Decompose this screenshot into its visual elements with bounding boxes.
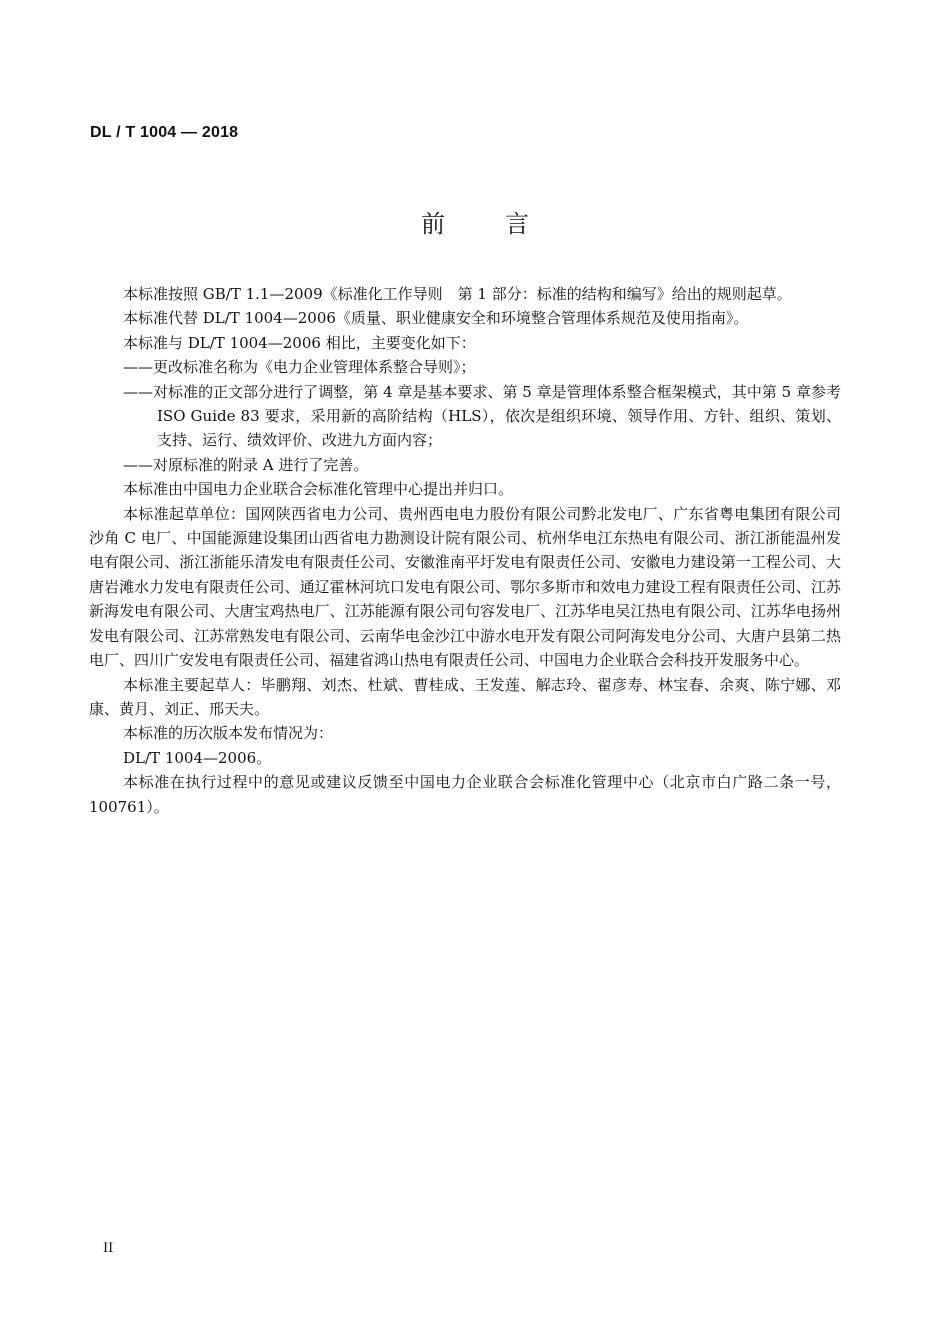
paragraph-changes-intro: 本标准与 DL/T 1004—2006 相比，主要变化如下： — [123, 333, 476, 352]
paragraph-feedback: 本标准在执行过程中的意见或建议反馈至中国电力企业联合会标准化管理中心（北京市白广路二条一号，100761）。 — [89, 773, 841, 816]
document-body — [89, 282, 841, 819]
change-item: ——更改标准名称为《电力企业管理体系整合导则》； — [123, 358, 476, 377]
page-title: 前言 — [421, 210, 589, 238]
paragraph-drafting-rules: 本标准按照 GB/T 1.1—2009《标准化工作导则 第 1 部分：标准的结构和编写》给出的规则起草。 — [123, 285, 792, 303]
paragraph-drafting-units: 本标准起草单位：国网陕西省电力公司、贵州西电电力股份有限公司黔北发电厂、广东省粤电集团有限公司沙角 C 电厂、中国能源建设集团山西省电力勘测设计院有限公司、杭州华电江东热电有限公司、浙江浙能温州发电有限公司、浙江浙能乐清发电有限责任公司、安徽淮南平圩发电有限责任公司、安徽电力建设第一工程公司、大唐岩滩水力发电有限责任公司、通辽霍林河坑口发电有限公司、鄂尔多斯市和效电力建设工程有限责任公司、江苏新海发电有限公司、大唐宝鸡热电厂、江苏能源有限公司句容发电厂、江苏华电吴江热电有限公司、江苏华电扬州发电有限公司、江苏常熟发电有限公司、云南华电金沙江中游水电开发有限公司阿海发电分公司、大唐户县第二热电厂、四川广安发电有限责任公司、福建省鸿山热电有限责任公司、中国电力企业联合会科技开发服务中心。 — [89, 504, 841, 670]
paragraph-history-intro: 本标准的历次版本发布情况为： — [123, 724, 334, 743]
change-item: ——对标准的正文部分进行了调整，第 4 章是基本要求、第 5 章是管理体系整合框架模式，其中第 5 章参考 ISO Guide 83 要求，采用新的高阶结构（HLS），依次是组织环境、领导作用、方针、组织、策划、支持、运行、绩效评价、改进九方面内容； — [123, 382, 841, 450]
paragraph-replaces: 本标准代替 DL/T 1004—2006《质量、职业健康安全和环境整合管理体系规范及使用指南》。 — [123, 309, 749, 328]
change-item: ——对原标准的附录 A 进行了完善。 — [123, 455, 369, 474]
paragraph-proposer: 本标准由中国电力企业联合会标准化管理中心提出并归口。 — [123, 480, 514, 499]
document-code: DL / T 1004 — 2018 — [90, 124, 239, 141]
page-number: II — [103, 1241, 114, 1256]
paragraph-history-version: DL/T 1004—2006。 — [123, 748, 272, 767]
paragraph-drafters: 本标准主要起草人：毕鹏翔、刘杰、杜斌、曹桂成、王发莲、解志玲、翟彦寿、林宝春、余爽、陈宁娜、邓康、黄月、刘正、邢天夫。 — [89, 675, 841, 718]
